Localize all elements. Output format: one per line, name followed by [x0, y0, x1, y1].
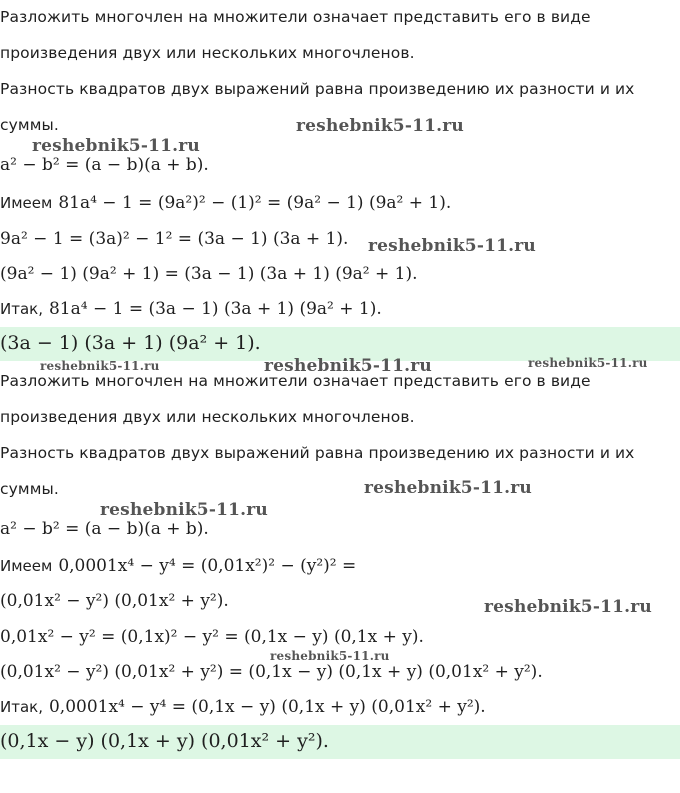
paragraph-rule-2: суммы.: [0, 480, 59, 498]
watermark-text: reshebnik5-11.ru: [100, 500, 268, 520]
solution-step-3: (9a² − 1) (9a² + 1) = (3a − 1) (3a + 1) (9a² + 1).: [0, 264, 418, 284]
watermark-text: reshebnik5-11.ru: [528, 356, 648, 370]
paragraph-definition-1: Разложить многочлен на множители означает представить его в виде: [0, 8, 591, 26]
step-label: Имеем: [0, 194, 53, 212]
watermark-text: reshebnik5-11.ru: [364, 478, 532, 498]
solution-step-2: 0,01x² − y² = (0,1x)² − y² = (0,1x − y) (0,1x + y).: [0, 627, 424, 647]
solution-step-4: [0, 299, 382, 319]
difference-of-squares-formula: a² − b² = (a − b)(a + b).: [0, 519, 209, 539]
solution-step-4: [0, 697, 486, 717]
paragraph-definition-1: Разложить многочлен на множители означает представить его в виде: [0, 372, 591, 390]
watermark-text: reshebnik5-11.ru: [264, 356, 432, 376]
solution-step-1-continued: (0,01x² − y²) (0,01x² + y²).: [0, 591, 229, 611]
watermark-text: reshebnik5-11.ru: [296, 116, 464, 136]
final-answer: (0,1x − y) (0,1x + y) (0,01x² + y²).: [0, 730, 329, 752]
step-expression: 81a⁴ − 1 = (9a²)² − (1)² = (9a² − 1) (9a² + 1).: [58, 193, 452, 213]
paragraph-definition-2: произведения двух или нескольких многочленов.: [0, 408, 415, 426]
paragraph-rule-1: Разность квадратов двух выражений равна произведению их разности и их: [0, 444, 635, 462]
answer-highlight: [0, 725, 680, 759]
step-expression: 0,0001x⁴ − y⁴ = (0,01x²)² − (y²)² =: [58, 556, 357, 576]
step-label: Итак,: [0, 698, 43, 716]
solution-step-1: [0, 556, 356, 576]
watermark-text: reshebnik5-11.ru: [368, 236, 536, 256]
final-answer: (3a − 1) (3a + 1) (9a² + 1).: [0, 332, 261, 354]
solution-step-1: [0, 193, 451, 213]
step-label: Итак,: [0, 300, 43, 318]
step-expression: 0,0001x⁴ − y⁴ = (0,1x − y) (0,1x + y) (0,01x² + y²).: [48, 697, 486, 717]
watermark-text: reshebnik5-11.ru: [484, 597, 652, 617]
paragraph-rule-1: Разность квадратов двух выражений равна произведению их разности и их: [0, 80, 635, 98]
watermark-text: reshebnik5-11.ru: [40, 359, 160, 373]
paragraph-definition-2: произведения двух или нескольких многочленов.: [0, 44, 415, 62]
step-expression: 81a⁴ − 1 = (3a − 1) (3a + 1) (9a² + 1).: [48, 299, 382, 319]
paragraph-rule-2: суммы.: [0, 116, 59, 134]
step-label: Имеем: [0, 557, 53, 575]
watermark-text: reshebnik5-11.ru: [270, 649, 390, 663]
solution-step-3: (0,01x² − y²) (0,01x² + y²) = (0,1x − y) (0,1x + y) (0,01x² + y²).: [0, 662, 543, 682]
difference-of-squares-formula: a² − b² = (a − b)(a + b).: [0, 155, 209, 175]
watermark-text: reshebnik5-11.ru: [32, 136, 200, 156]
solution-step-2: 9a² − 1 = (3a)² − 1² = (3a − 1) (3a + 1).: [0, 229, 349, 249]
